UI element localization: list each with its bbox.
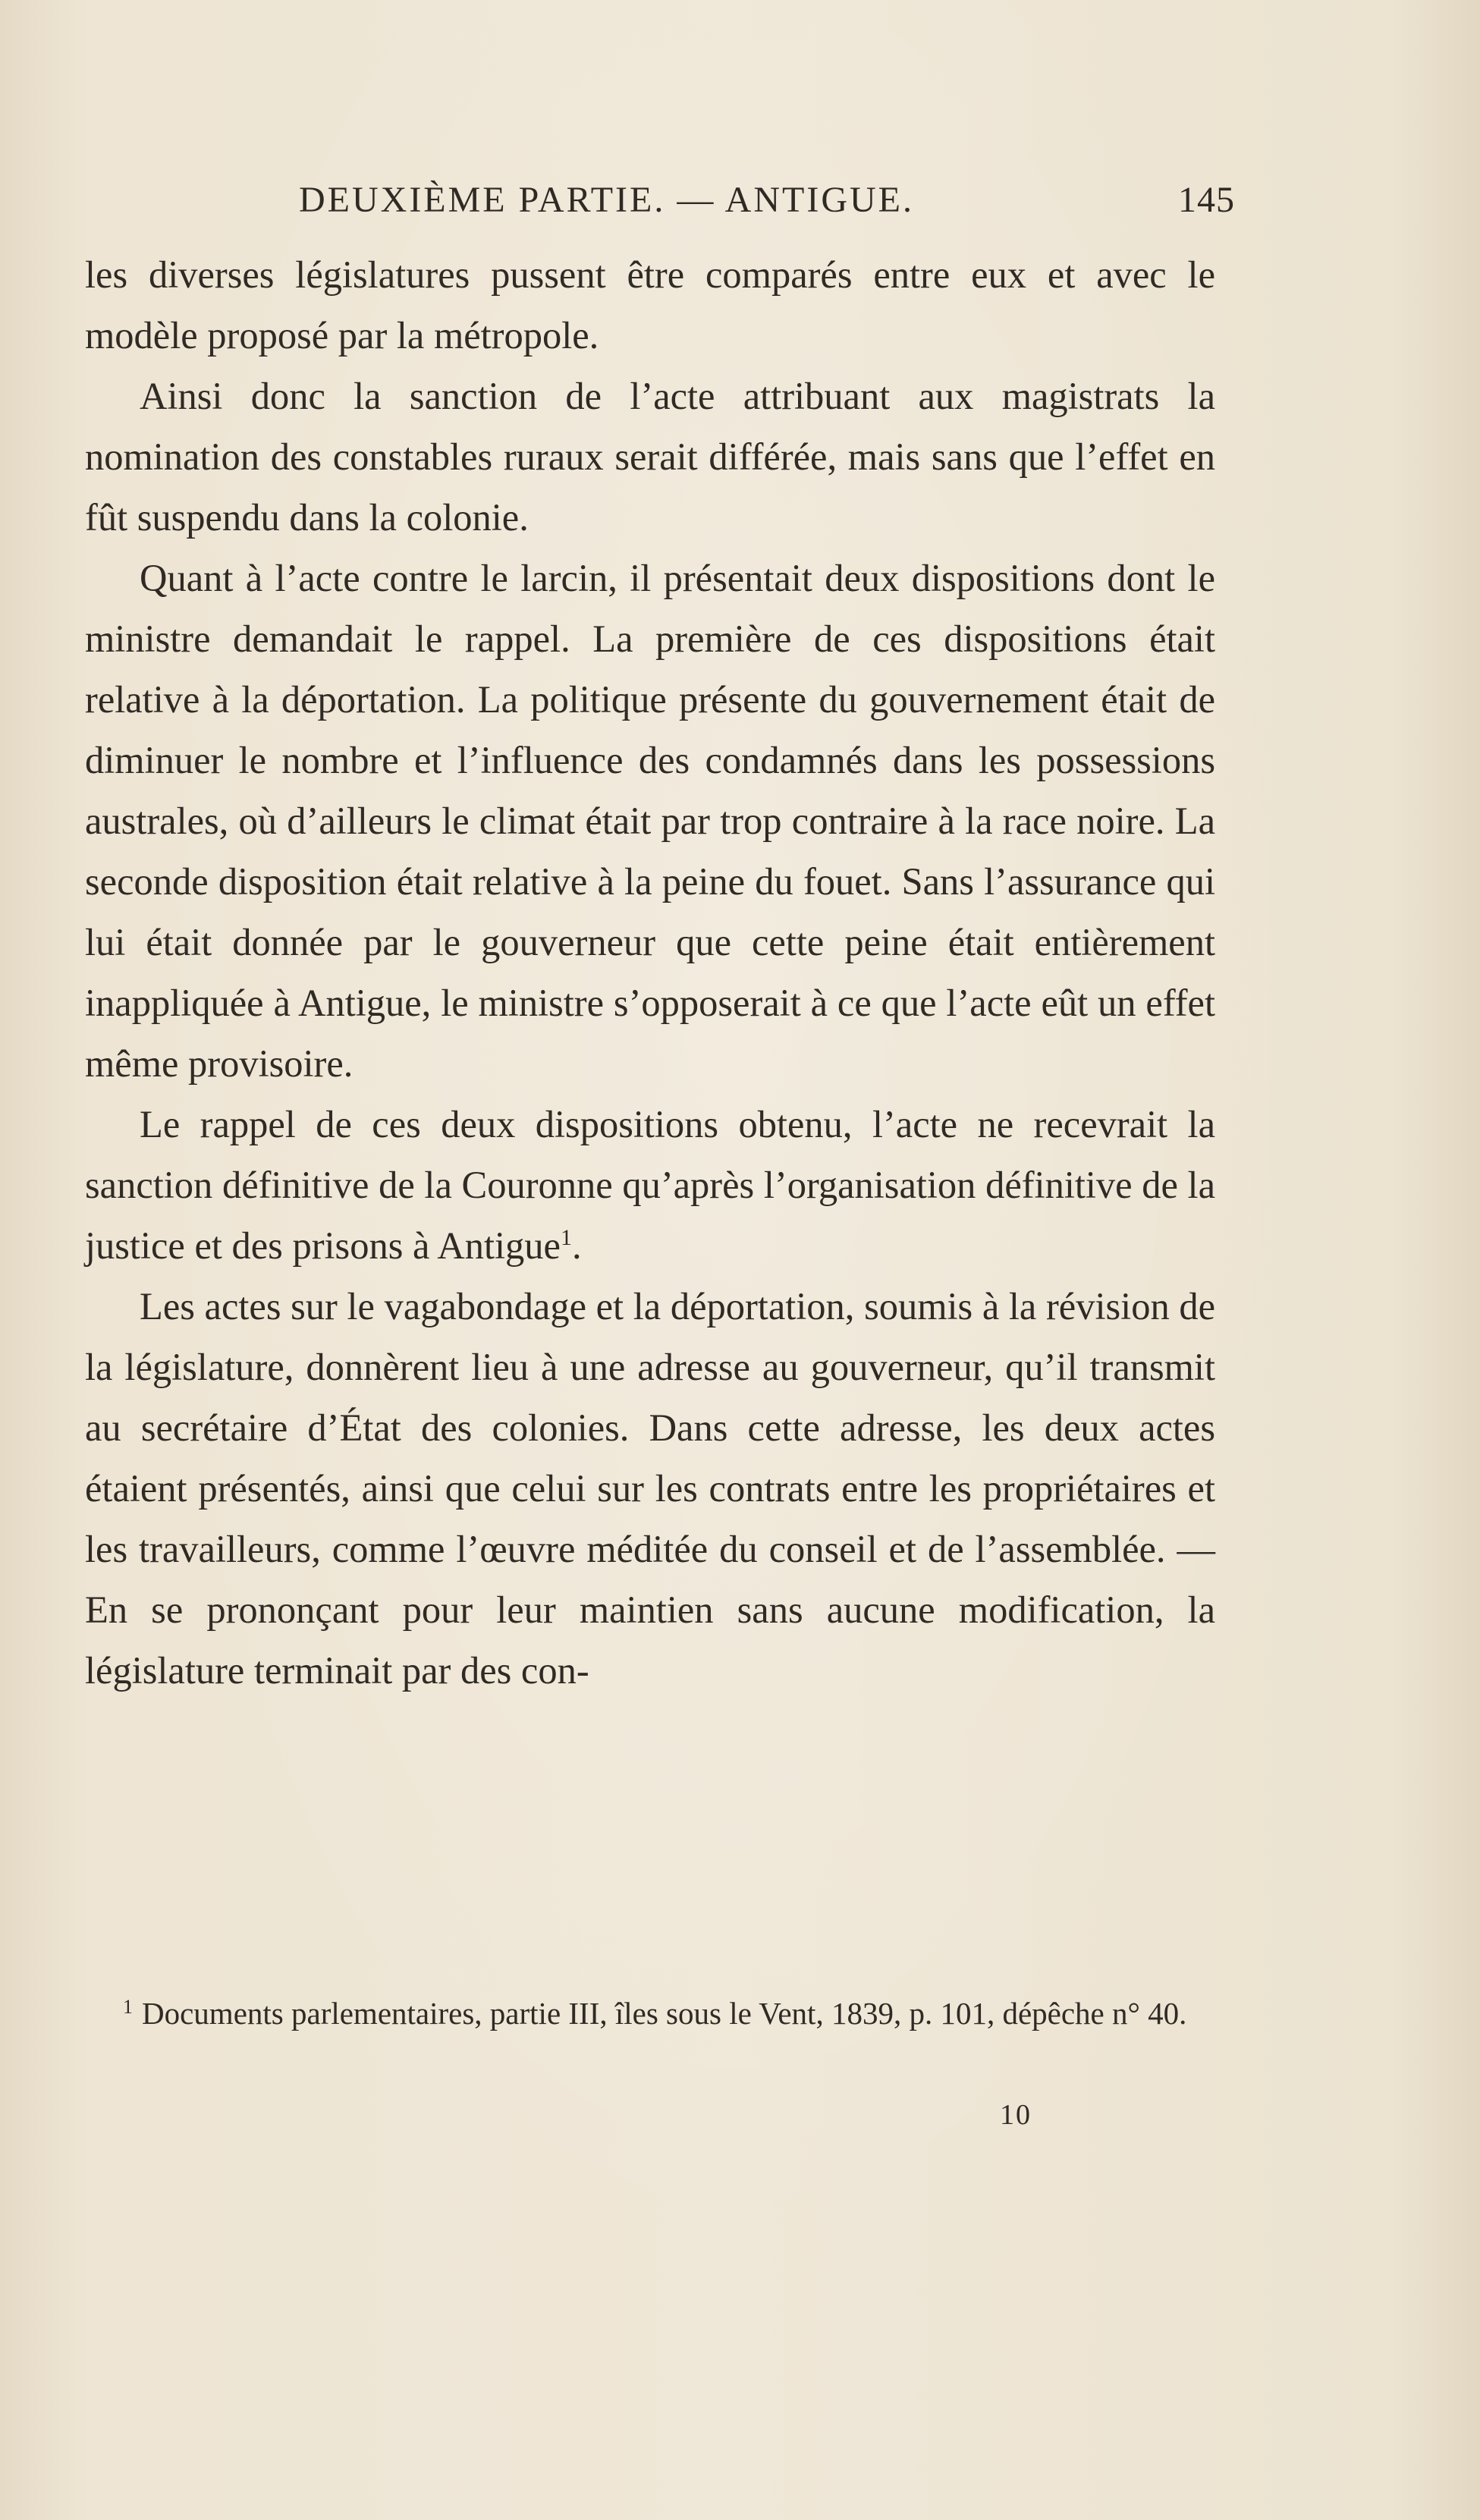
paragraph-continued: les diverses législatures pussent être comparés entre eux et avec le modèle proposé par la métropole. (85, 253, 1215, 357)
footnote (85, 1989, 1215, 2038)
paragraph: Les actes sur le vagabondage et la déportation, soumis à la révision de la législature, donnèrent lieu à une adresse au gouverneur, qu’il transmit au secrétaire d’État des colonies. Dans cette adresse, les deux actes étaient présentés, ainsi que celui sur les contrats entre les propriétaires et les travailleurs, comme l’œuvre méditée du conseil et de l’assemblée. — En se prononçant pour leur maintien sans aucune modification, la législature terminait par des con- (85, 1285, 1215, 1692)
footnote-marker: 1 (123, 1996, 133, 2018)
running-title: DEUXIÈME PARTIE. — ANTIGUE. (299, 180, 914, 220)
page-number: 145 (1178, 180, 1235, 220)
paragraph: Quant à l’acte contre le larcin, il présentait deux dispositions dont le ministre demandait le rappel. La première de ces dispositions était relative à la déportation. La politique présente du gouvernement était de diminuer le nombre et l’influence des condamnés dans les possessions australes, où d’ailleurs le climat était par trop contraire à la race noire. La seconde disposition était relative à la peine du fouet. Sans l’assurance qui lui était donnée par le gouverneur que cette peine était entièrement inappliquée à Antigue, le ministre s’opposerait à ce que l’acte eût un effet même provisoire. (85, 557, 1215, 1085)
footnote-reference: 1 (560, 1225, 572, 1250)
running-header (85, 179, 1235, 232)
paragraph: Ainsi donc la sanction de l’acte attribuant aux magistrats la nomination des constables ruraux serait différée, mais sans que l’effet en fût suspendu dans la colonie. (85, 375, 1215, 539)
body-text (85, 244, 1215, 1701)
paragraph-with-footnote: Le rappel de ces deux dispositions obtenu, l’acte ne recevrait la sanction définitive de la Couronne qu’après l’organisation définitive de la justice et des prisons à Antigue$^1$. (85, 1103, 1215, 1267)
footnote-text: Documents parlementaires, partie III, îles sous le Vent, 1839, p. 101, dépêche n° 40. (142, 1996, 1187, 2031)
signature-mark: 10 (1000, 2099, 1032, 2131)
paragraph-text: Le rappel de ces deux dispositions obtenu, l’acte ne recevrait la sanction définitive de la Couronne qu’après l’organisation définitive de la justice et des prisons à Antigue (85, 1103, 1215, 1267)
